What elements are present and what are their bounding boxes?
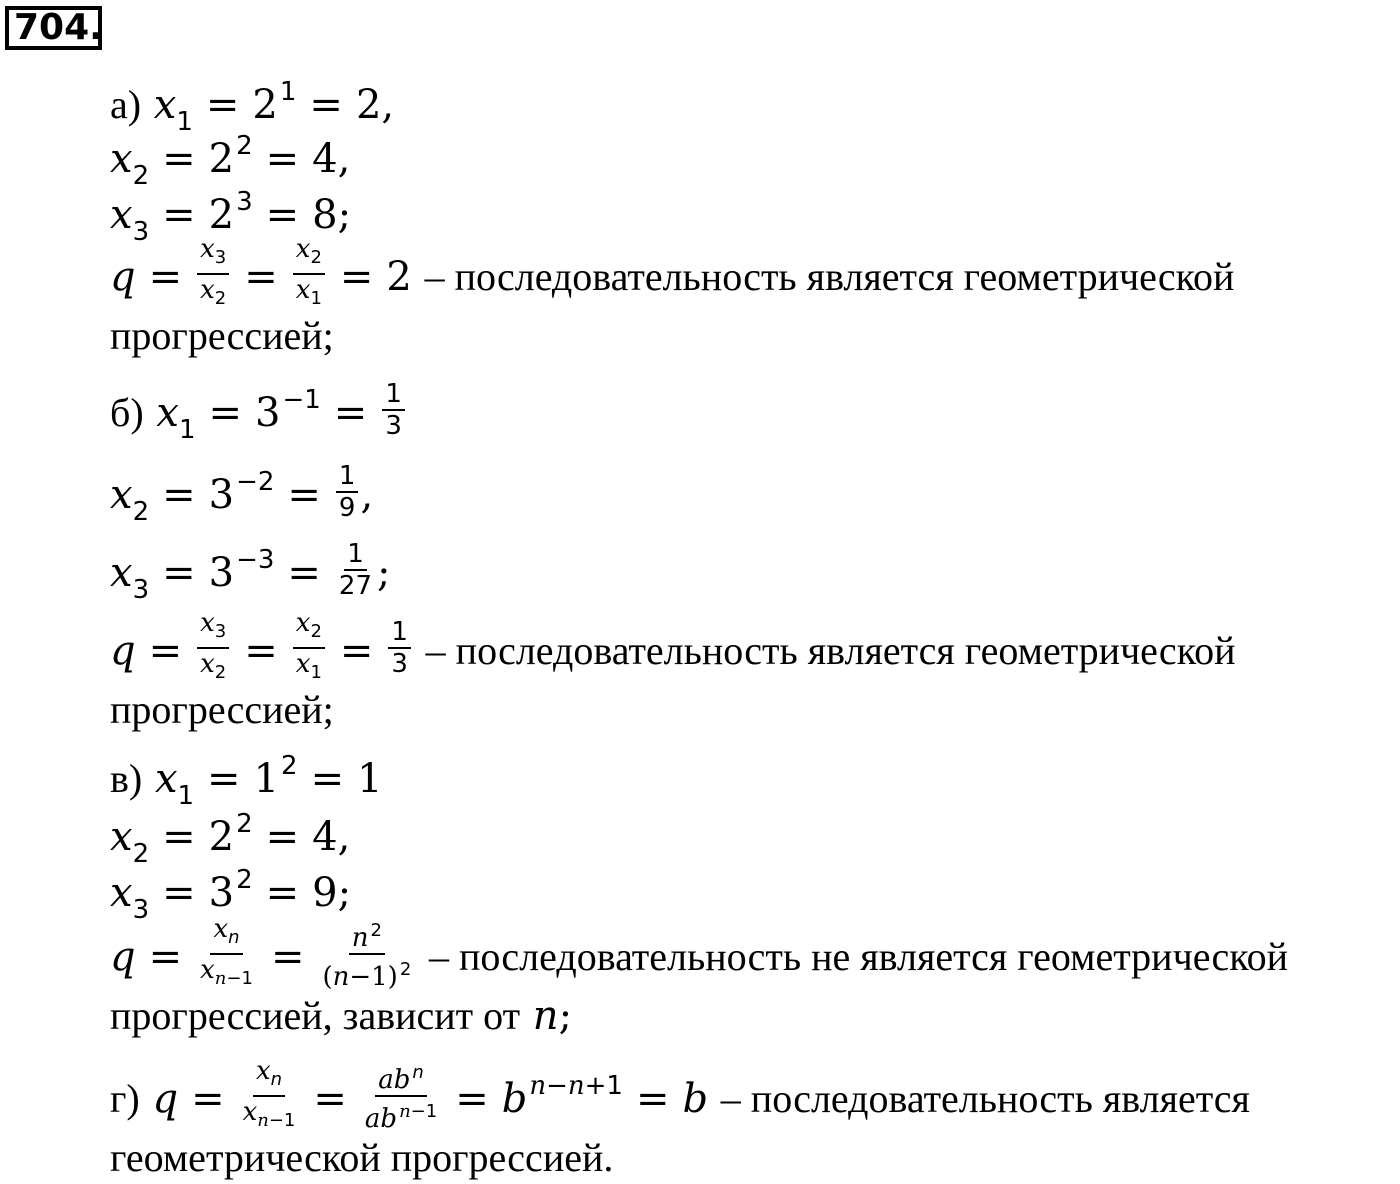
line-a-x3: $x_3 = 2^3 = 8$;	[110, 187, 352, 247]
fraction: $\frac{ab ^n}{ab ^{n-1}}$	[362, 1058, 440, 1134]
problem-number-badge: 704.	[5, 6, 102, 50]
fraction: $\frac{x_n}{x_{n-1}}$	[242, 1056, 296, 1131]
part-a-label: а)	[110, 82, 142, 127]
part-v-label: в)	[110, 756, 143, 801]
line-a-q: q = $\frac{x_3}{x_2}$ = $\frac{x_2}{x_1}$ = 2 – последовательность является геометрической	[110, 240, 1234, 320]
fraction: $\frac{x_3}{x_2}$	[197, 608, 229, 688]
fraction: $\frac{x_n}{x_{n-1}}$	[200, 914, 253, 989]
fraction: $\frac{x_2}{x_1}$	[293, 234, 325, 314]
line-a-progression: прогрессией;	[110, 313, 334, 358]
fraction: $\frac{x_3}{x_2}$	[197, 234, 229, 314]
geo-text: – последовательность является геометрической	[425, 628, 1236, 673]
line-b-x3: $x_3 = 3^{-3}$ = $\frac{1}{27}$ ;	[110, 539, 391, 605]
fraction: $\frac{1}{3}$	[388, 617, 411, 679]
fraction: $\frac{1}{9}$	[336, 461, 359, 523]
progression-depends-text: прогрессией, зависит от	[110, 993, 521, 1038]
fraction: $\frac{x_2}{x_1}$	[293, 608, 325, 688]
line-b-x2: $x_2 = 3^{-2}$ = $\frac{1}{9}$ ,	[110, 461, 374, 527]
fraction: $\frac{n ^2}{(n-1) ^2}$	[319, 916, 414, 992]
line-v-progression: прогрессией, зависит от n;	[110, 993, 573, 1039]
line-v-x3: $x_3 = 3^2 = 9$;	[110, 865, 352, 925]
part-g-label: г)	[110, 1076, 140, 1121]
line-b-q: q = $\frac{x_3}{x_2}$ = $\frac{x_2}{x_1}$ = $\frac{1}{3}$ – последовательность является геометрической	[110, 614, 1236, 694]
line-v-x2: $x_2 = 2^2 = 4$,	[110, 809, 351, 869]
part-b-label: б)	[110, 390, 144, 435]
line-v-x1: в) $x_1 = 1^2 = 1$	[110, 751, 383, 811]
fraction: $\frac{1}{27}$	[338, 539, 373, 601]
not-geo-text: – последовательность не является геометрической	[429, 934, 1288, 979]
line-v-q: q = $\frac{x_n}{x_{n-1}}$ = $\frac{n ^2}{(n-1) ^2}$ – последовательность не является геометрической	[110, 914, 1288, 992]
line-g-q: г) q = $\frac{x_n}{x_{n-1}}$ = $\frac{ab ^n}{ab ^{n-1}}$ = $b^{n-n+1} = b$ – последовательность является	[110, 1056, 1250, 1134]
fraction: $\frac{1}{3}$	[382, 379, 405, 441]
line-a-x1: а) $x_1 = 2^1 = 2$,	[110, 77, 395, 137]
line-b-x1: б) $x_1 = 3^{-1}$ = $\frac{1}{3}$	[110, 380, 407, 450]
line-b-progression: прогрессией;	[110, 687, 334, 732]
is-text: – последовательность является	[720, 1076, 1250, 1121]
line-a-x2: $x_2 = 2^2 = 4$,	[110, 131, 351, 191]
geo-text: – последовательность является геометрической	[424, 254, 1235, 299]
line-g-final: геометрической прогрессией.	[110, 1135, 614, 1180]
